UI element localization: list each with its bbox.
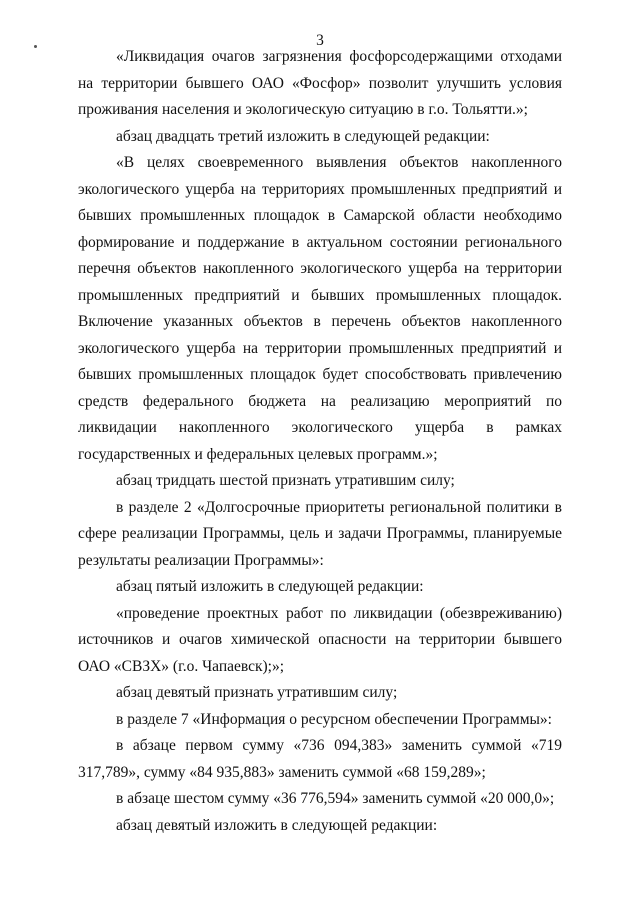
paragraph-10: в абзаце первом сумму «736 094,383» заменить суммой «719 317,789», сумму «84 935,883» заменить суммой «68 159,289»;	[78, 737, 562, 781]
paragraph-8: абзац девятый признать утратившим силу;	[116, 684, 398, 701]
paragraph-12: абзац девятый изложить в следующей редакции:	[116, 816, 438, 834]
paragraph-4: абзац тридцать шестой признать утратившим силу;	[116, 472, 455, 489]
paragraph-7: «проведение проектных работ по ликвидации (обезвреживанию) источников и очагов химической опасности на территории бывшего ОАО «СВЗХ» (г.о. Чапаевск);»;	[78, 604, 562, 675]
paragraph-5: в разделе 2 «Долгосрочные приоритеты региональной политики в сфере реализации Программы, цель и задачи Программы, планируемые результаты реализации Программы»:	[78, 498, 562, 569]
paragraph-9: в разделе 7 «Информация о ресурсном обеспечении Программы»:	[116, 710, 552, 728]
page-number: 3	[316, 32, 324, 49]
paragraph-11: в абзаце шестом сумму «36 776,594» заменить суммой «20 000,0»;	[116, 790, 555, 807]
paragraph-6: абзац пятый изложить в следующей редакции:	[116, 578, 424, 595]
paragraph-2: абзац двадцать третий изложить в следующей редакции:	[116, 127, 490, 145]
paragraph-3: «В целях своевременного выявления объектов накопленного экологического ущерба на территориях промышленных предприятий и бывших промышленных площадок в Самарской области необходимо формирование и поддержание в актуальном состоянии регионального перечня объектов накопленного экологического ущерба на территории промышленных предприятий и бывших промышленных площадок. Включение указанных объектов в перечень объектов накопленного экологического ущерба на территории промышленных предприятий и бывших промышленных площадок будет способствовать привлечению средств федерального бюджета на реализацию мероприятий по ликвидации накопленного экологического ущерба в рамках государственных и федеральных целевых программ.»;	[78, 154, 562, 463]
document-body	[78, 44, 562, 839]
paragraph-1: «Ликвидация очагов загрязнения фосфорсодержащими отходами на территории бывшего ОАО «Фосфор» позволит улучшить условия проживания населения и экологическую ситуацию в г.о. Тольятти.»;	[78, 48, 562, 118]
